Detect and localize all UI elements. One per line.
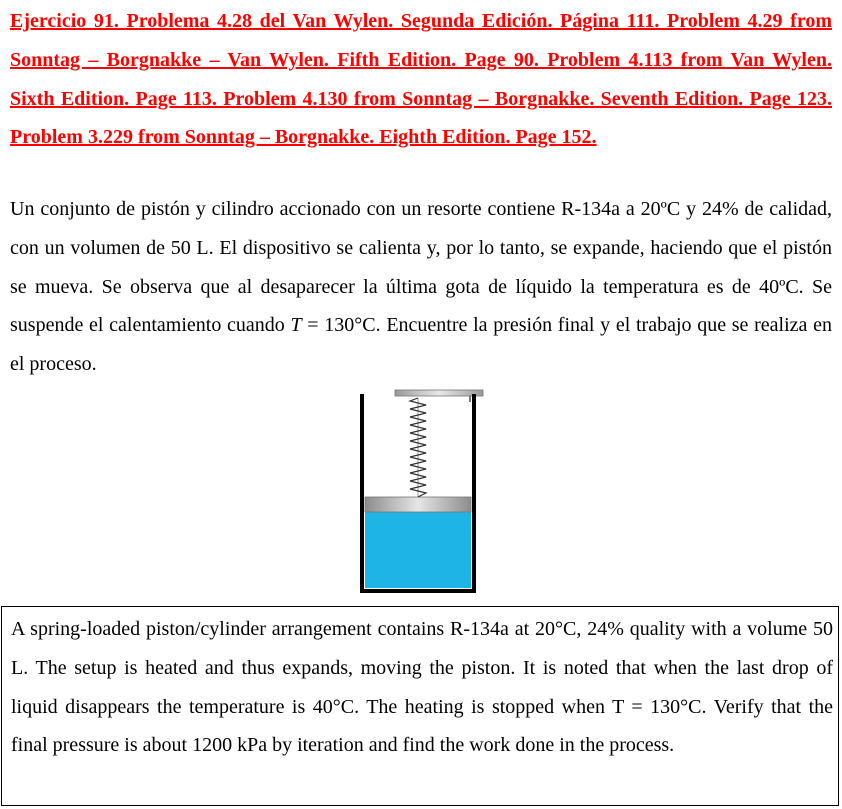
top-stop-plate: [395, 390, 483, 396]
piston: [365, 497, 471, 512]
spanish-text-part1: Un conjunto de pistón y cilindro accionado con un resorte contiene R-134a a 20ºC y 24% de calidad, con un volumen de 50 L. El dispositivo se calienta y, por lo tanto, se expande, haciendo que el pistón se mueva. Se observa que al desaparecer la última gota de líquido la temperatura es de 40ºC. Se suspende el calentamiento cuando: [10, 198, 832, 337]
exercise-heading: [10, 2, 832, 157]
spanish-temperature-variable: T: [290, 314, 302, 337]
piston-cylinder-figure: [352, 386, 492, 598]
liquid-r134a: [365, 512, 471, 588]
english-problem-box: [1, 606, 839, 806]
exercise-heading-text: Ejercicio 91. Problema 4.28 del Van Wylen. Segunda Edición. Página 111. Problem 4.29 from Sonntag – Borgnakke – Van Wylen. Fifth Edition. Page 90. Problem 4.113 from Van Wylen. Sixth Edition. Page 113. Problem 4.130 from Sonntag – Borgnakke. Seventh Edition. Page 123. Problem 3.229 from Sonntag – Borgnakke. Eighth Edition. Page 152.: [10, 10, 832, 149]
spanish-problem-statement: [10, 190, 832, 384]
piston-cylinder-diagram: [352, 386, 492, 598]
spanish-text-part2: = 130°C. Encuentre la presión final y el trabajo que se realiza en el proceso.: [10, 314, 832, 376]
english-problem-statement: A spring-loaded piston/cylinder arrangement contains R-134a at 20°C, 24% quality with a volume 50 L. The setup is heated and thus expands, moving the piston. It is noted that when the last drop of liquid disappears the temperature is 40°C. The heating is stopped when T = 130°C. Verify that the final pressure is about 1200 kPa by iteration and find the work done in the process.: [11, 618, 833, 757]
